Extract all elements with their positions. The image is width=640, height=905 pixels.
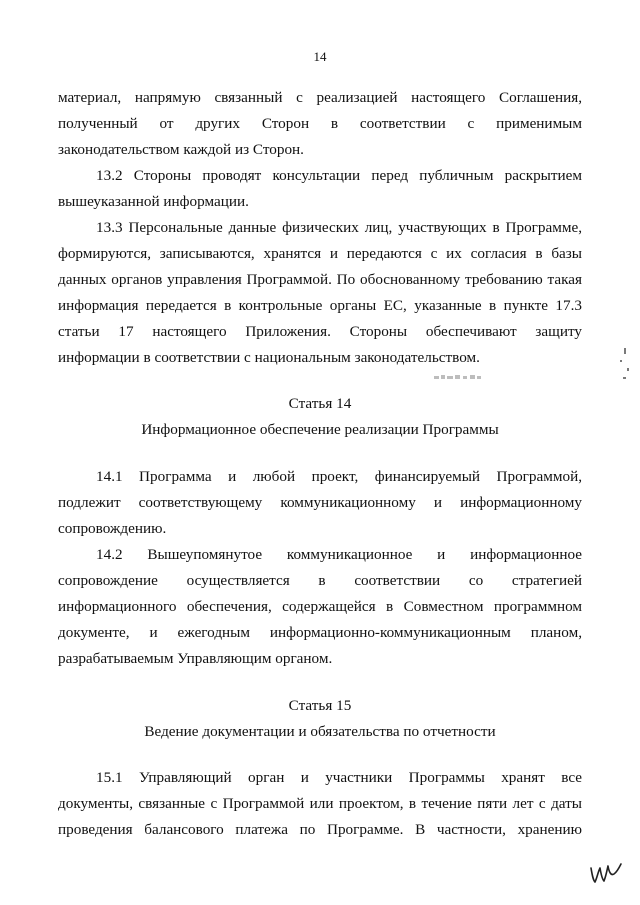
page-number: 14: [313, 49, 327, 64]
handwritten-initials: [589, 858, 623, 884]
article-title: Информационное обеспечение реализации Программы: [141, 421, 499, 438]
paragraph-line: подлежит соответствующему коммуникационному и информационному: [58, 494, 582, 511]
paragraph-line: законодательством каждой из Сторон.: [58, 141, 304, 158]
paragraph-line: формируются, записываются, хранятся и передаются с их согласия в базы: [58, 245, 582, 262]
paragraph-line: разрабатываемым Управляющим органом.: [58, 650, 333, 667]
paragraph-line: 13.2 Стороны проводят консультации перед публичным раскрытием: [96, 167, 582, 184]
paragraph-line: информационного обеспечения, содержащейся в Совместном программном: [58, 598, 582, 615]
paragraph-line: вышеуказанной информации.: [58, 193, 249, 210]
article-title: Ведение документации и обязательства по отчетности: [144, 723, 496, 740]
paragraph-line: документе, и ежегодным информационно-коммуникационным планом,: [58, 624, 582, 641]
paragraph-line: сопровождению.: [58, 520, 167, 537]
paragraph-line: 14.1 Программа и любой проект, финансируемый Программой,: [96, 468, 582, 485]
paragraph-line: данных органов управления Программой. По обоснованному требованию такая: [58, 271, 582, 288]
paragraph-line: документы, связанные с Программой или проектом, в течение пяти лет с даты: [58, 795, 582, 812]
paragraph-line: 14.2 Вышеупомянутое коммуникационное и информационное: [96, 546, 582, 563]
margin-mark: [618, 346, 632, 386]
paragraph-line: 15.1 Управляющий орган и участники Программы хранят все: [96, 769, 582, 786]
paragraph-line: статьи 17 настоящего Приложения. Стороны обеспечивают защиту: [58, 323, 582, 340]
paragraph-line: проведения балансового платежа по Программе. В частности, хранению: [58, 821, 582, 838]
article-heading: Статья 15: [288, 697, 352, 714]
paragraph-line: сопровождение осуществляется в соответствии со стратегией: [58, 572, 582, 589]
paragraph-line: 13.3 Персональные данные физических лиц, участвующих в Программе,: [96, 219, 582, 236]
paragraph-line: информации в соответствии с национальным законодательством.: [58, 349, 480, 366]
paragraph-line: материал, напрямую связанный с реализацией настоящего Соглашения,: [58, 89, 582, 106]
paragraph-line: полученный от других Сторон в соответствии с применимым: [58, 115, 582, 132]
article-heading: Статья 14: [288, 395, 352, 412]
paragraph-line: информация передается в контрольные органы ЕС, указанные в пункте 17.3: [58, 297, 582, 314]
scan-smudge: [434, 373, 482, 382]
